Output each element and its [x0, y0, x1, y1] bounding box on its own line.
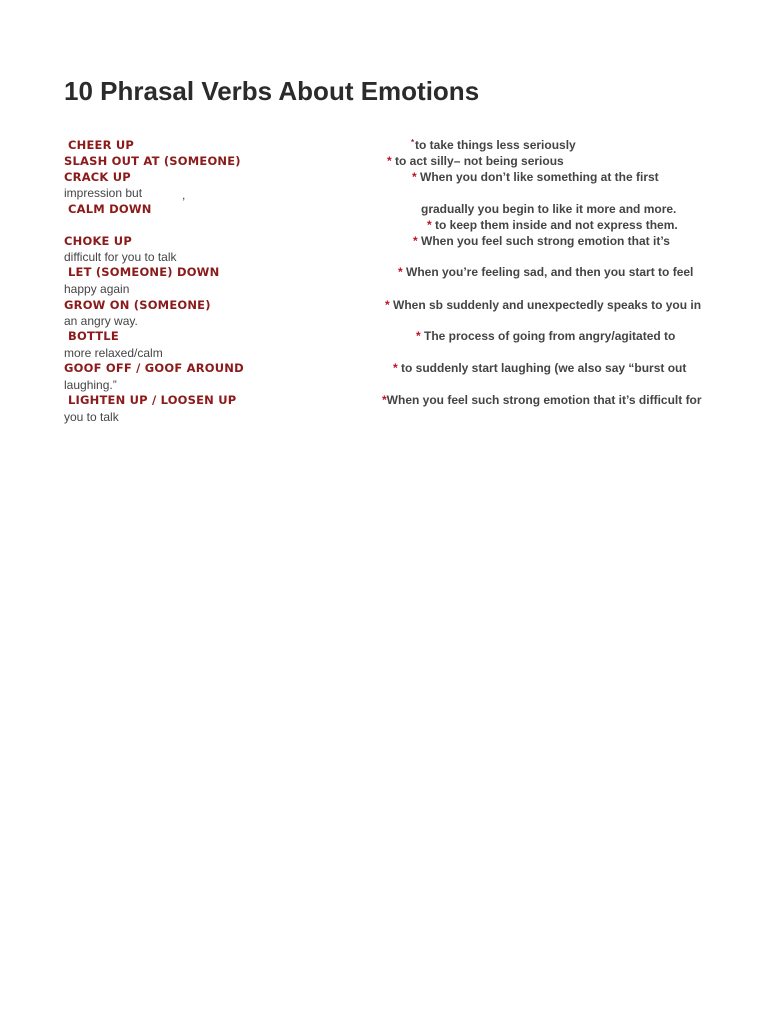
bullet-star-icon: * [411, 138, 415, 147]
term-choke-up: CHOKE UP [64, 234, 132, 248]
term-cheer-up: CHEER UP [68, 138, 135, 152]
definition-8: The process of going from angry/agitated to [420, 329, 676, 343]
definition-2-row [387, 154, 564, 168]
definition-8-row [416, 329, 675, 343]
bullet-star-icon: * [412, 170, 417, 184]
text-difficult-for-you: difficult for you to talk [64, 250, 177, 264]
definition-6: When you’re feeling sad, and then you start to feel [402, 265, 694, 279]
definition-3: When you don’t like something at the first [416, 170, 659, 184]
term-lighten-up: LIGHTEN UP / LOOSEN UP [68, 393, 237, 407]
page-title: 10 Phrasal Verbs About Emotions [64, 76, 480, 106]
definition-2: to act silly– not being serious [391, 154, 564, 168]
text-impression-but: impression but [64, 186, 143, 200]
definition-5: When you feel such strong emotion that it’s [417, 234, 670, 248]
term-calm-down: CALM DOWN [68, 202, 152, 216]
text-you-to-talk: you to talk [64, 410, 119, 424]
definition-10-row [382, 393, 702, 407]
definition-7: When sb suddenly and unexpectedly speaks to you in [389, 298, 702, 312]
term-let-down: LET (SOMEONE) DOWN [68, 265, 220, 279]
definition-5-row [413, 234, 670, 248]
text-laughing: laughing.” [64, 378, 117, 392]
bullet-star-icon: * [427, 218, 432, 232]
bullet-star-icon: * [385, 298, 390, 312]
text-an-angry-way: an angry way. [64, 314, 138, 328]
bullet-star-icon: * [413, 234, 418, 248]
definition-6-row [398, 265, 693, 279]
text-comma: , [182, 188, 186, 202]
term-grow-on: GROW ON (SOMEONE) [64, 298, 211, 312]
definition-4: to keep them inside and not express them. [431, 218, 678, 232]
definition-4-row [427, 218, 678, 232]
bullet-star-icon: * [382, 393, 387, 407]
term-crack-up: CRACK UP [64, 170, 131, 184]
term-bottle: BOTTLE [68, 329, 119, 343]
definition-3-continued: gradually you begin to like it more and more. [421, 202, 677, 216]
bullet-star-icon: * [387, 154, 392, 168]
term-slash-out-at: SLASH OUT AT (SOMEONE) [64, 154, 241, 168]
definition-3-row [412, 170, 659, 184]
definition-9-row [393, 361, 686, 375]
text-more-relaxed: more relaxed/calm [64, 346, 163, 360]
definition-1: to take things less seriously [415, 138, 576, 152]
definition-10: When you feel such strong emotion that it’s difficult for [386, 393, 702, 407]
bullet-star-icon: * [398, 265, 403, 279]
bullet-star-icon: * [416, 329, 421, 343]
definition-7-row [385, 298, 701, 312]
bullet-star-icon: * [393, 361, 398, 375]
definition-9: to suddenly start laughing (we also say “burst out [397, 361, 687, 375]
text-happy-again: happy again [64, 282, 130, 296]
term-goof-off: GOOF OFF / GOOF AROUND [64, 361, 244, 375]
